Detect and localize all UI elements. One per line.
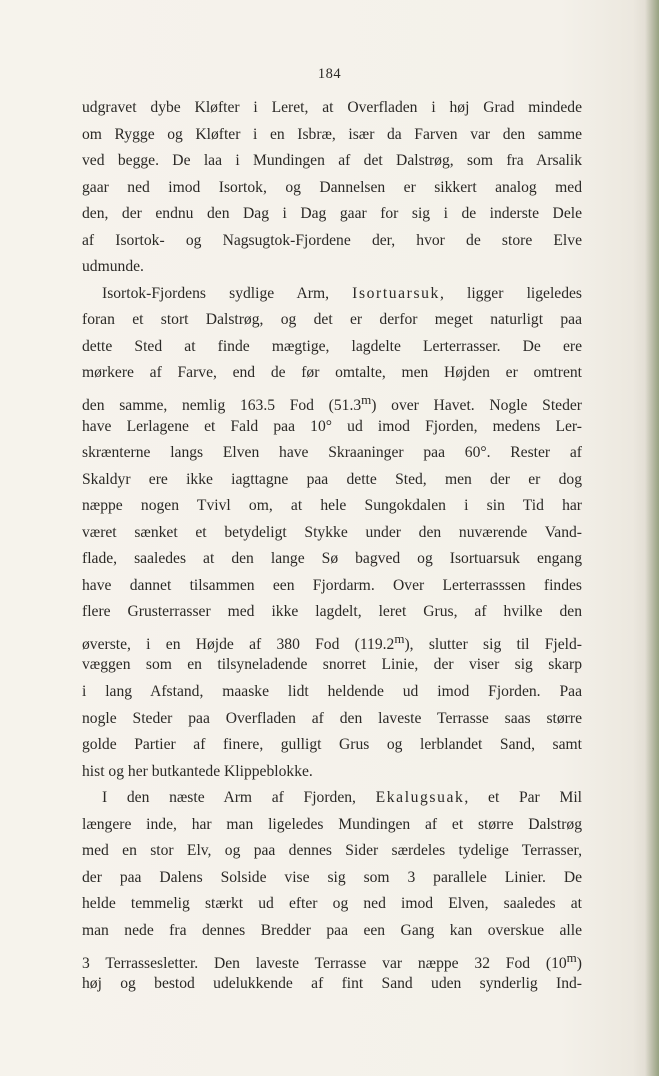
text-line: væggen som en tilsyneladende snorret Linie, der viser sig skarp xyxy=(82,656,582,674)
text-line: den, der endnu den Dag i Dag gaar for sig i de inderste Dele xyxy=(82,205,582,223)
page-edge-shadow xyxy=(645,0,659,1076)
text-line: der paa Dalens Solside vise sig som 3 parallele Linier. De xyxy=(82,868,582,886)
text-line: udgravet dybe Kløfter i Leret, at Overfladen i høj Grad mindede xyxy=(82,99,582,116)
text-line: været sænket et betydeligt Stykke under den nuværende Vand- xyxy=(82,523,582,541)
text-line: næppe nogen Tvivl om, at hele Sungokdalen i sin Tid har xyxy=(82,497,582,515)
superscript-unit: m xyxy=(566,949,577,965)
text-line: man nede fra dennes Bredder paa een Gang kan overskue alle xyxy=(82,921,582,939)
text-line: i lang Afstand, maaske lidt heldende ud imod Fjorden. Paa xyxy=(82,683,582,701)
text-line xyxy=(82,281,582,308)
text-line xyxy=(82,945,582,972)
text-fragment: ) over Havet. Nogle Steder xyxy=(371,397,582,415)
text-line: skrænterne langs Elven have Skraaninger paa 60°. Rester af xyxy=(82,444,582,462)
superscript-unit: m xyxy=(361,392,372,408)
text-fragment: , ligger ligeledes xyxy=(439,284,582,302)
text-fragment: , et Par Mil xyxy=(464,789,582,807)
page-number: 184 xyxy=(317,66,342,82)
text-line: af Isortok- og Nagsugtok-Fjordene der, hvor de store Elve xyxy=(82,231,582,249)
text-fragment: den samme, nemlig 163.5 Fod (51.3 xyxy=(82,397,362,415)
text-line: længere inde, har man ligeledes Mundingen af et større Dalstrøg xyxy=(82,815,582,833)
text-fragment: ), slutter sig til Fjeld- xyxy=(404,636,582,654)
spaced-place-name: Isortuarsuk xyxy=(352,284,440,302)
text-line: have Lerlagene et Fald paa 10° ud imod Fjorden, medens Ler- xyxy=(82,417,582,435)
text-line: dette Sted at finde mægtige, lagdelte Lerterrasser. De ere xyxy=(82,337,582,355)
text-line: golde Partier af finere, gulligt Grus og lerblandet Sand, samt xyxy=(82,736,582,754)
text-line xyxy=(82,626,582,653)
text-line: gaar ned imod Isortok, og Dannelsen er sikkert analog med xyxy=(82,178,582,196)
text-line: udmunde. xyxy=(82,258,144,276)
text-fragment: 3 Terrassesletter. Den laveste Terrasse var næppe 32 Fod (10 xyxy=(82,954,567,972)
text-line: foran et stort Dalstrøg, og det er derfor meget naturligt paa xyxy=(82,311,582,329)
text-line: mørkere af Farve, end de før omtalte, men Højden er omtrent xyxy=(82,364,582,382)
text-line: hist og her butkantede Klippeblokke. xyxy=(82,762,313,780)
text-line: Skaldyr ere ikke iagttagne paa dette Sted, men der er dog xyxy=(82,470,582,488)
body-text xyxy=(82,95,582,998)
text-line xyxy=(82,387,582,414)
text-line: flere Grusterrasser med ikke lagdelt, leret Grus, af hvilke den xyxy=(82,603,582,621)
text-line: ved begge. De laa i Mundingen af det Dalstrøg, som fra Arsalik xyxy=(82,152,582,170)
spaced-place-name: Ekalugsuak xyxy=(375,789,465,807)
text-line: flade, saaledes at den lange Sø bagved og Isortuarsuk engang xyxy=(82,550,582,568)
text-line xyxy=(82,785,582,812)
text-line: helde temmelig stærkt ud efter og ned imod Elven, saaledes at xyxy=(82,895,582,913)
text-line: med en stor Elv, og paa dennes Sider særdeles tydelige Terrasser, xyxy=(82,842,582,860)
text-fragment: øverste, i en Højde af 380 Fod (119.2 xyxy=(82,636,395,654)
text-fragment: Isortok-Fjordens sydlige Arm, xyxy=(102,284,353,302)
superscript-unit: m xyxy=(394,630,405,646)
text-line: nogle Steder paa Overfladen af den laveste Terrasse saas større xyxy=(82,709,582,727)
text-fragment: I den næste Arm af Fjorden, xyxy=(102,789,376,807)
text-fragment: ) xyxy=(576,954,582,972)
text-line: høj og bestod udelukkende af fint Sand uden synderlig Ind- xyxy=(82,975,582,993)
text-line: have dannet tilsammen een Fjordarm. Over Lerterrasssen findes xyxy=(82,576,582,594)
text-line: om Rygge og Kløfter i en Isbræ, især da Farven var den samme xyxy=(82,125,582,143)
